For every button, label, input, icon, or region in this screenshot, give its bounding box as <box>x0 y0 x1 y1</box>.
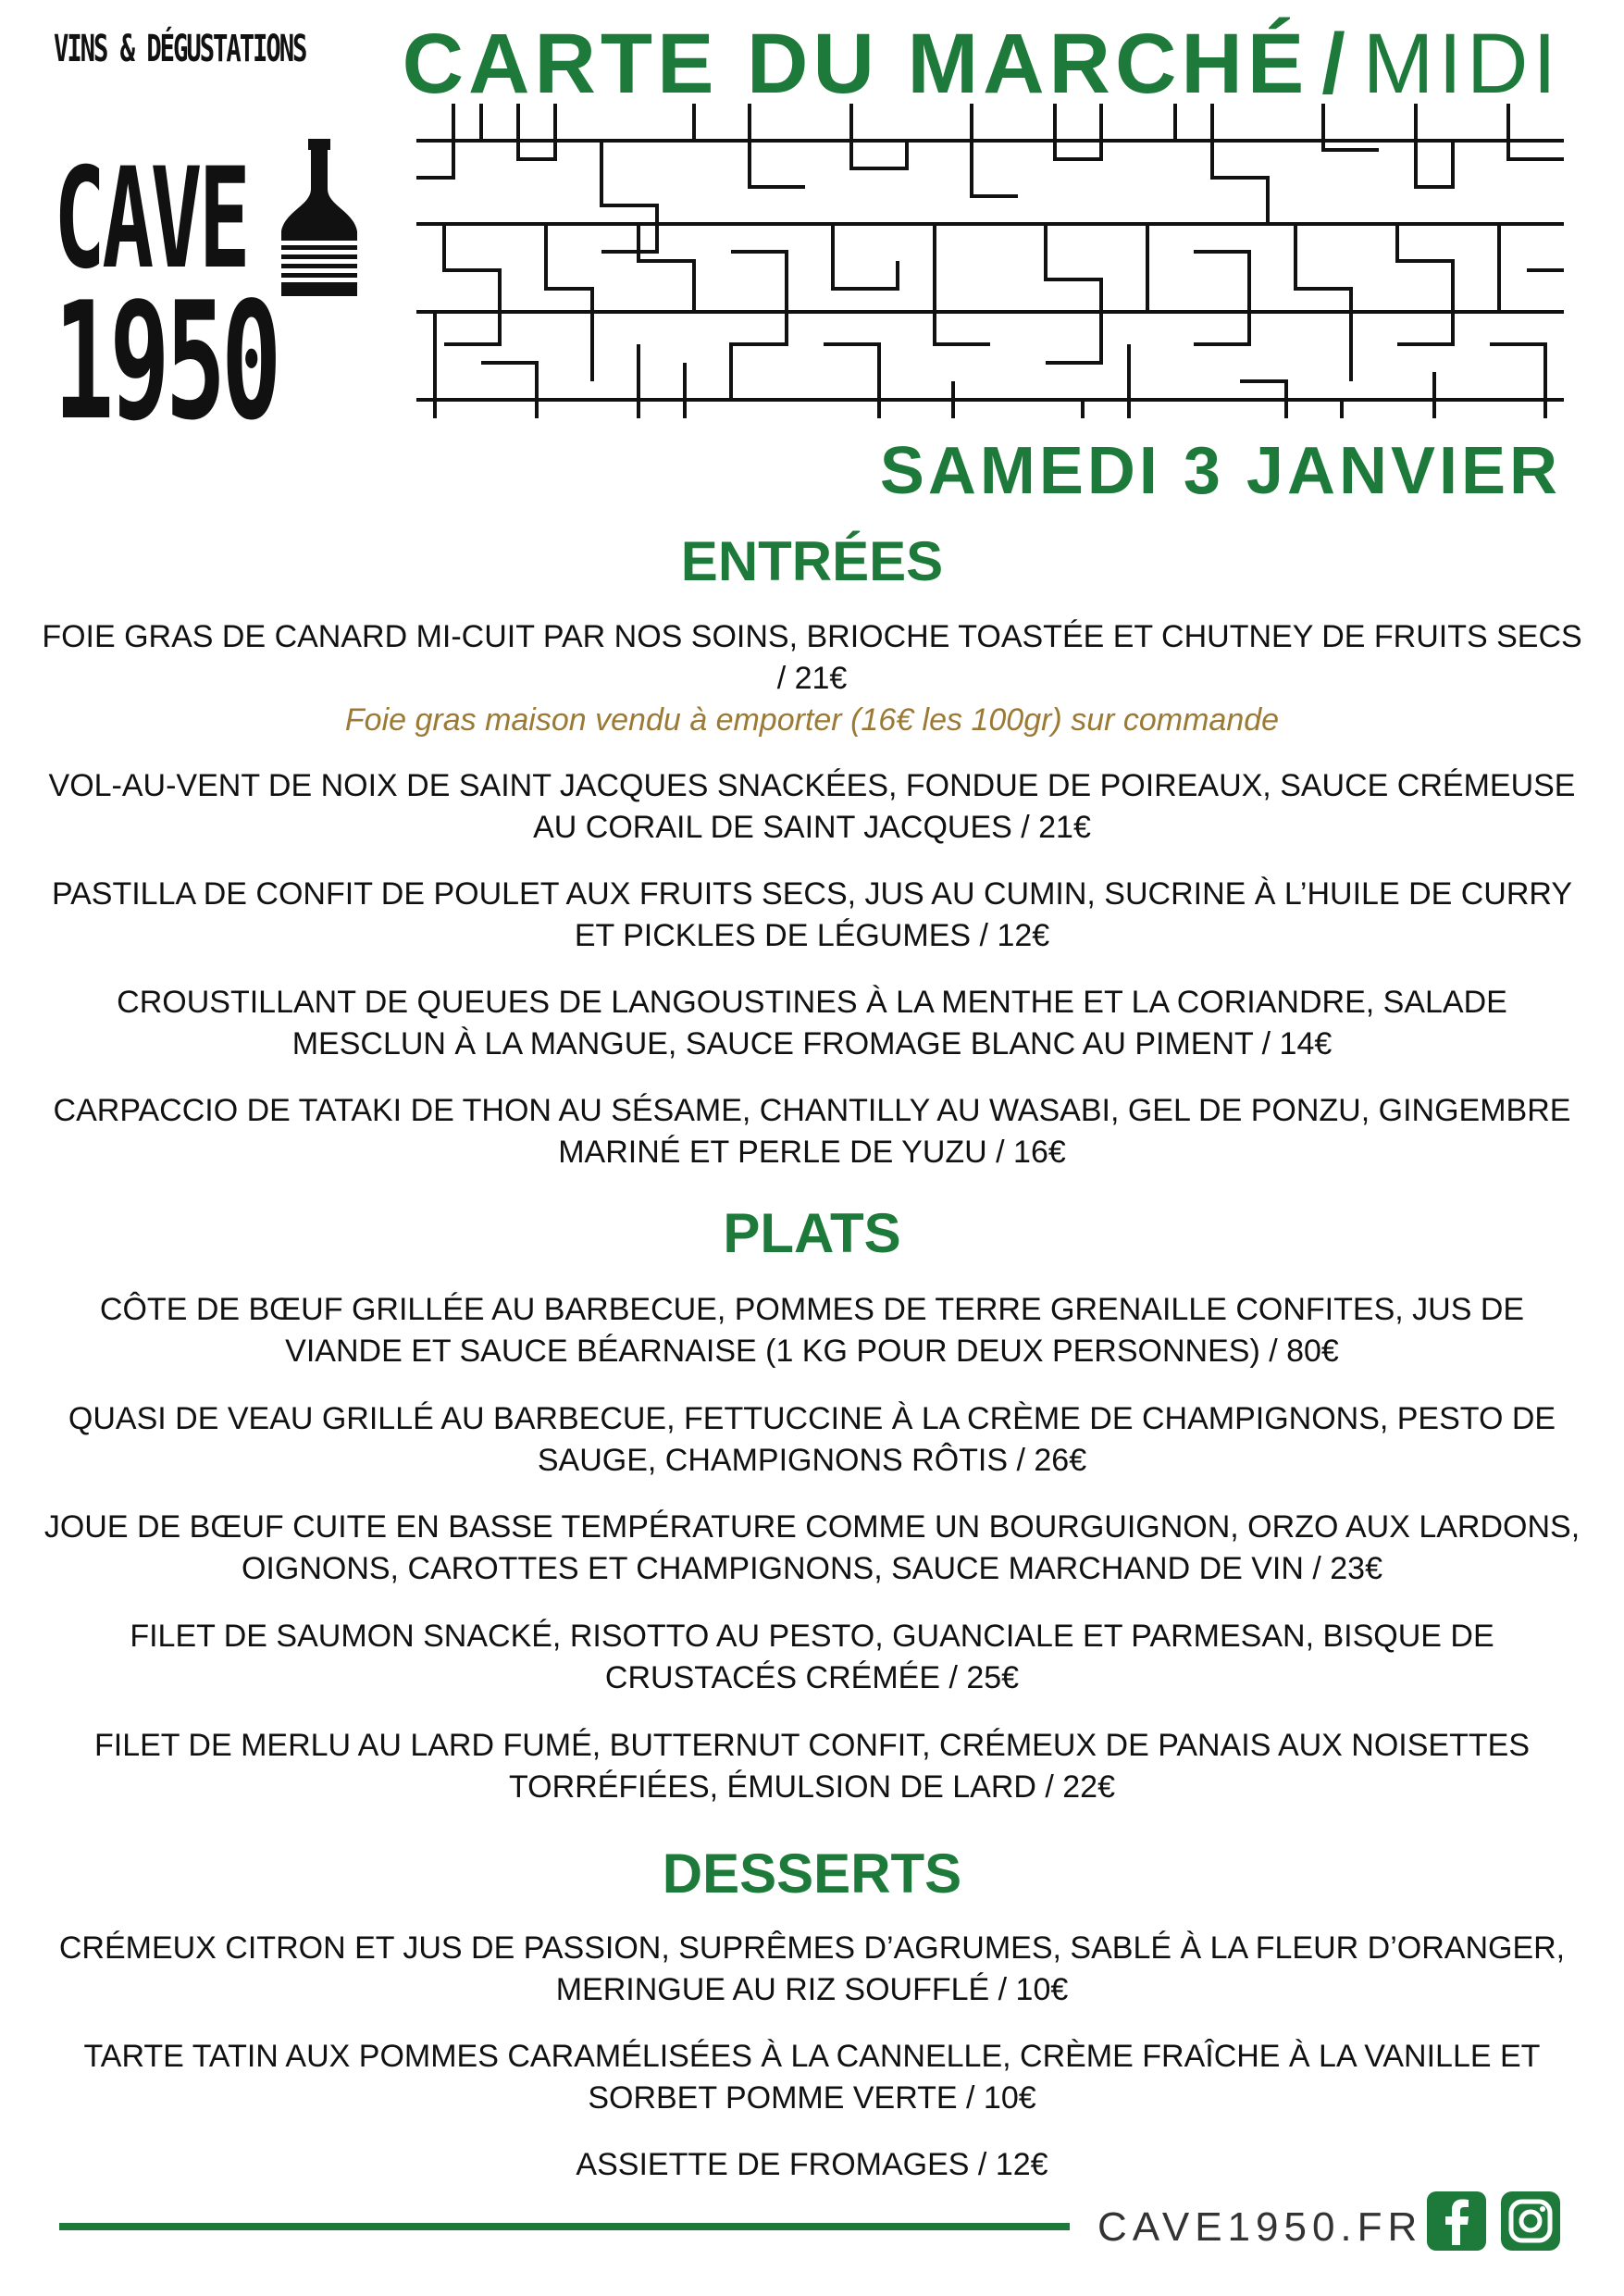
title-separator: / <box>1321 17 1350 111</box>
facebook-icon[interactable] <box>1427 2191 1486 2251</box>
title-main: CARTE DU MARCHÉ <box>402 17 1309 111</box>
logo-year-text: 1950 <box>54 268 278 456</box>
website-link[interactable]: CAVE1950.FR <box>1097 2204 1423 2250</box>
menu-item: CÔTE DE BŒUF GRILLÉE AU BARBECUE, POMMES DE TERRE GRENAILLE CONFITES, JUS DE VIANDE ET SAUCE BÉARNAISE (1 KG POUR DEUX PERSONNES) / 80€ <box>99 1292 1525 1369</box>
menu-item: FOIE GRAS DE CANARD MI-CUIT PAR NOS SOINS, BRIOCHE TOASTÉE ET CHUTNEY DE FRUITS SECS / 21€ <box>42 619 1582 696</box>
footer-divider <box>59 2223 1070 2230</box>
menu-item: JOUE DE BŒUF CUITE EN BASSE TEMPÉRATURE COMME UN BOURGUIGNON, ORZO AUX LARDONS, OIGNONS, CAROTTES ET CHAMPIGNONS, SAUCE MARCHAND DE VIN / 23€ <box>43 1509 1581 1586</box>
menu-item: FILET DE SAUMON SNACKÉ, RISOTTO AU PESTO, GUANCIALE ET PARMESAN, BISQUE DE CRUSTACÉS CRÉMÉE / 25€ <box>130 1619 1494 1695</box>
menu-item: QUASI DE VEAU GRILLÉ AU BARBECUE, FETTUCCINE À LA CRÈME DE CHAMPIGNONS, PESTO DE SAUGE, CHAMPIGNONS RÔTIS / 26€ <box>68 1401 1556 1478</box>
menu-date: SAMEDI 3 JANVIER <box>879 434 1561 508</box>
logo-cave-text: CAVE <box>54 139 248 300</box>
menu-item: PASTILLA DE CONFIT DE POULET AUX FRUITS SECS, JUS AU CUMIN, SUCRINE À L’HUILE DE CURRY ET PICKLES DE LÉGUMES / 12€ <box>51 876 1573 953</box>
menu-item-note: Foie gras maison vendu à emporter (16€ les 100gr) sur commande <box>344 702 1280 738</box>
menu-item: CARPACCIO DE TATAKI DE THON AU SÉSAME, CHANTILLY AU WASABI, GEL DE PONZU, GINGEMBRE MARINÉ ET PERLE DE YUZU / 16€ <box>53 1093 1571 1170</box>
menu-item: TARTE TATIN AUX POMMES CARAMÉLISÉES À LA CANNELLE, CRÈME FRAÎCHE À LA VANILLE ET SORBET POMME VERTE / 10€ <box>83 2039 1541 2116</box>
maze-pattern-decoration <box>416 104 1564 418</box>
title-service: MIDI <box>1362 17 1561 111</box>
page-title <box>403 13 1561 115</box>
menu-item: CROUSTILLANT DE QUEUES DE LANGOUSTINES À LA MENTHE ET LA CORIANDRE, SALADE MESCLUN À LA MANGUE, SAUCE FROMAGE BLANC AU PIMENT / 14€ <box>117 985 1507 1061</box>
section-title-plats: PLATS <box>723 1202 901 1264</box>
menu-item: CRÉMEUX CITRON ET JUS DE PASSION, SUPRÊMES D’AGRUMES, SABLÉ À LA FLEUR D’ORANGER, MERINGUE AU RIZ SOUFFLÉ / 10€ <box>58 1930 1566 2007</box>
brand-block <box>54 28 368 456</box>
menu-item: ASSIETTE DE FROMAGES / 12€ <box>576 2147 1048 2182</box>
menu-item: FILET DE MERLU AU LARD FUMÉ, BUTTERNUT CONFIT, CRÉMEUX DE PANAIS AUX NOISETTES TORRÉFIÉES, ÉMULSION DE LARD / 22€ <box>93 1728 1531 1805</box>
wine-bottle-icon <box>268 139 370 296</box>
menu-item: VOL-AU-VENT DE NOIX DE SAINT JACQUES SNACKÉES, FONDUE DE POIREAUX, SAUCE CRÉMEUSE AU CORAIL DE SAINT JACQUES / 21€ <box>48 768 1576 845</box>
section-title-entrees: ENTRÉES <box>680 530 944 592</box>
instagram-icon[interactable] <box>1501 2191 1560 2251</box>
tagline: VINS & DÉGUSTATIONS <box>54 28 306 70</box>
section-title-desserts: DESSERTS <box>662 1843 962 1905</box>
